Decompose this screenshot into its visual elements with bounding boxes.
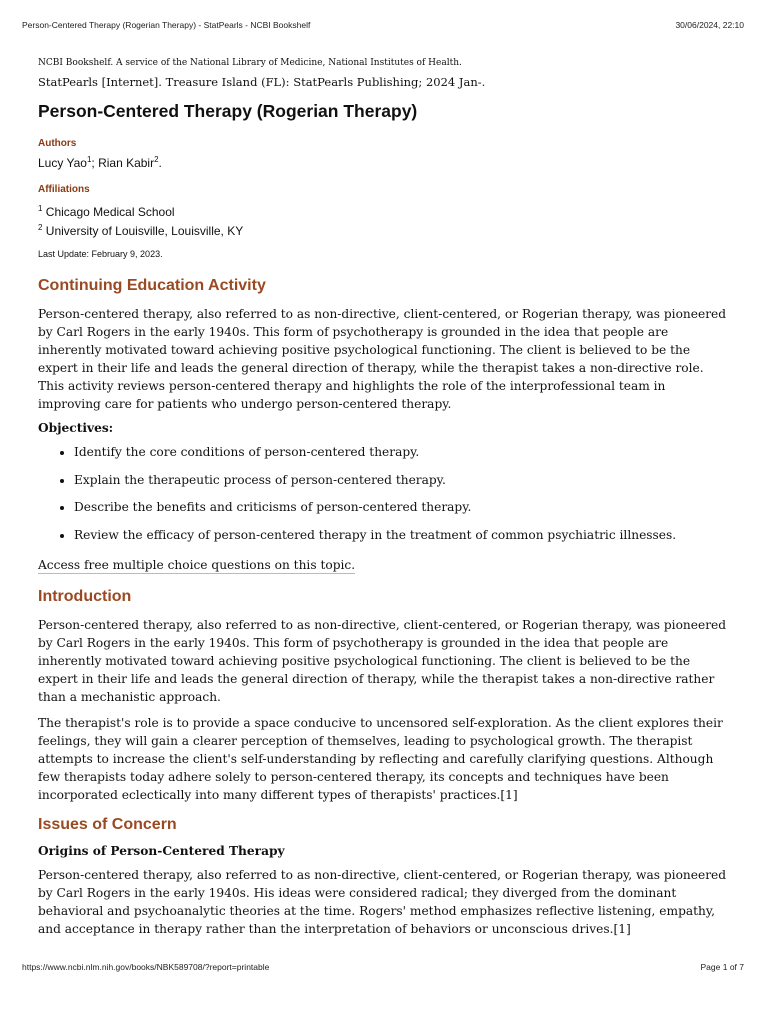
affiliation-text: Chicago Medical School (45, 205, 175, 219)
objectives-list (38, 443, 728, 544)
list-item: • Describe the benefits and criticisms of person-centered therapy. (74, 498, 728, 516)
paragraph: Person-centered therapy, also referred to as non-directive, client-centered, or Rogerian therapy, was pioneered by Carl Rogers in the early 1940s. This form of psychotherapy is grounded in the idea that people are inherently motivated toward achieving positive psychological functioning. The client is believed to be the expert in their life and leads the general direction of therapy, while the therapist takes a non-directive rather than a mechanistic approach. (38, 617, 727, 704)
section-heading-introduction: Introduction (38, 587, 132, 605)
author-affiliation-ref: 2 (154, 155, 159, 164)
section-heading-continuing-education: Continuing Education Activity (38, 277, 266, 294)
authors-label: Authors (38, 138, 77, 149)
affiliation-item (38, 201, 728, 220)
affiliation-item (38, 220, 728, 239)
author-affiliation-ref: 1 (86, 155, 92, 164)
document-content (38, 58, 728, 946)
section-heading-issues-of-concern: Issues of Concern (38, 815, 177, 833)
affiliations-label: Affiliations (38, 184, 90, 195)
paragraph: Person-centered therapy, also referred to as non-directive, client-centered, or Rogerian therapy, was pioneered by Carl Rogers in the early 1940s. His ideas were considered radical; they diverged from the dominant behavioral and psychoanalytic theories at the time. Rogers' method emphasizes reflective listening, empathy, and acceptance in therapy rather than the interpretation of behaviors or unconscious drives.[1] (38, 867, 727, 936)
author-link[interactable]: Lucy Yao (38, 156, 87, 170)
print-header-datetime: 30/06/2024, 22:10 (675, 20, 744, 30)
list-item: • Review the efficacy of person-centered therapy in the treatment of common psychiatric illnesses. (74, 526, 728, 544)
page-number: Page 1 of 7 (700, 962, 744, 972)
list-item: • Explain the therapeutic process of person-centered therapy. (74, 471, 728, 489)
paragraph: The therapist's role is to provide a space conducive to uncensored self-exploration. As the client explores their feelings, they will gain a clearer perception of themselves, leading to psychological growth. The therapist attempts to increase the client's self-understanding by reflecting and carefully clarifying questions. Although few therapists today adhere solely to person-centered therapy, its concepts and techniques have been incorporated eclectically into many different types of therapists' practices.[1] (38, 715, 723, 802)
objectives-label: Objectives: (38, 421, 114, 435)
last-update: Last Update: February 9, 2023. (38, 249, 163, 259)
author-separator: ; (91, 156, 99, 170)
paragraph: Person-centered therapy, also referred to as non-directive, client-centered, or Rogerian therapy, was pioneered by Carl Rogers in the early 1940s. This form of psychotherapy is grounded in the idea that people are inherently motivated toward achieving positive psychological functioning. The client is believed to be the expert in their life and leads the general direction of therapy, while the therapist takes a non-directive role. This activity reviews person-centered therapy and highlights the role of the interprofessional team in improving care for patients who undergo person-centered therapy. (38, 307, 727, 411)
citation: StatPearls [Internet]. Treasure Island (FL): StatPearls Publishing; 2024 Jan-. (38, 75, 486, 89)
bookshelf-notice: NCBI Bookshelf. A service of the National Library of Medicine, National Institutes of Health. (38, 58, 462, 68)
affiliation-number: 1 (38, 204, 43, 213)
list-item: • Identify the core conditions of person-centered therapy. (74, 443, 728, 461)
author-separator: . (158, 156, 162, 170)
print-header-title: Person-Centered Therapy (Rogerian Therapy) - StatPearls - NCBI Bookshelf (22, 20, 311, 30)
authors-list (38, 155, 728, 170)
author-link[interactable]: Rian Kabir (98, 156, 155, 170)
affiliation-text: University of Louisville, Louisville, KY (45, 224, 244, 238)
mcq-access-link[interactable]: Access free multiple choice questions on this topic. (38, 557, 356, 572)
page-title: Person-Centered Therapy (Rogerian Therapy) (38, 101, 418, 121)
subsection-heading: Origins of Person-Centered Therapy (38, 843, 285, 858)
print-footer-url: https://www.ncbi.nlm.nih.gov/books/NBK589708/?report=printable (22, 962, 270, 972)
affiliation-number: 2 (38, 223, 43, 232)
affiliations-list (38, 201, 728, 239)
